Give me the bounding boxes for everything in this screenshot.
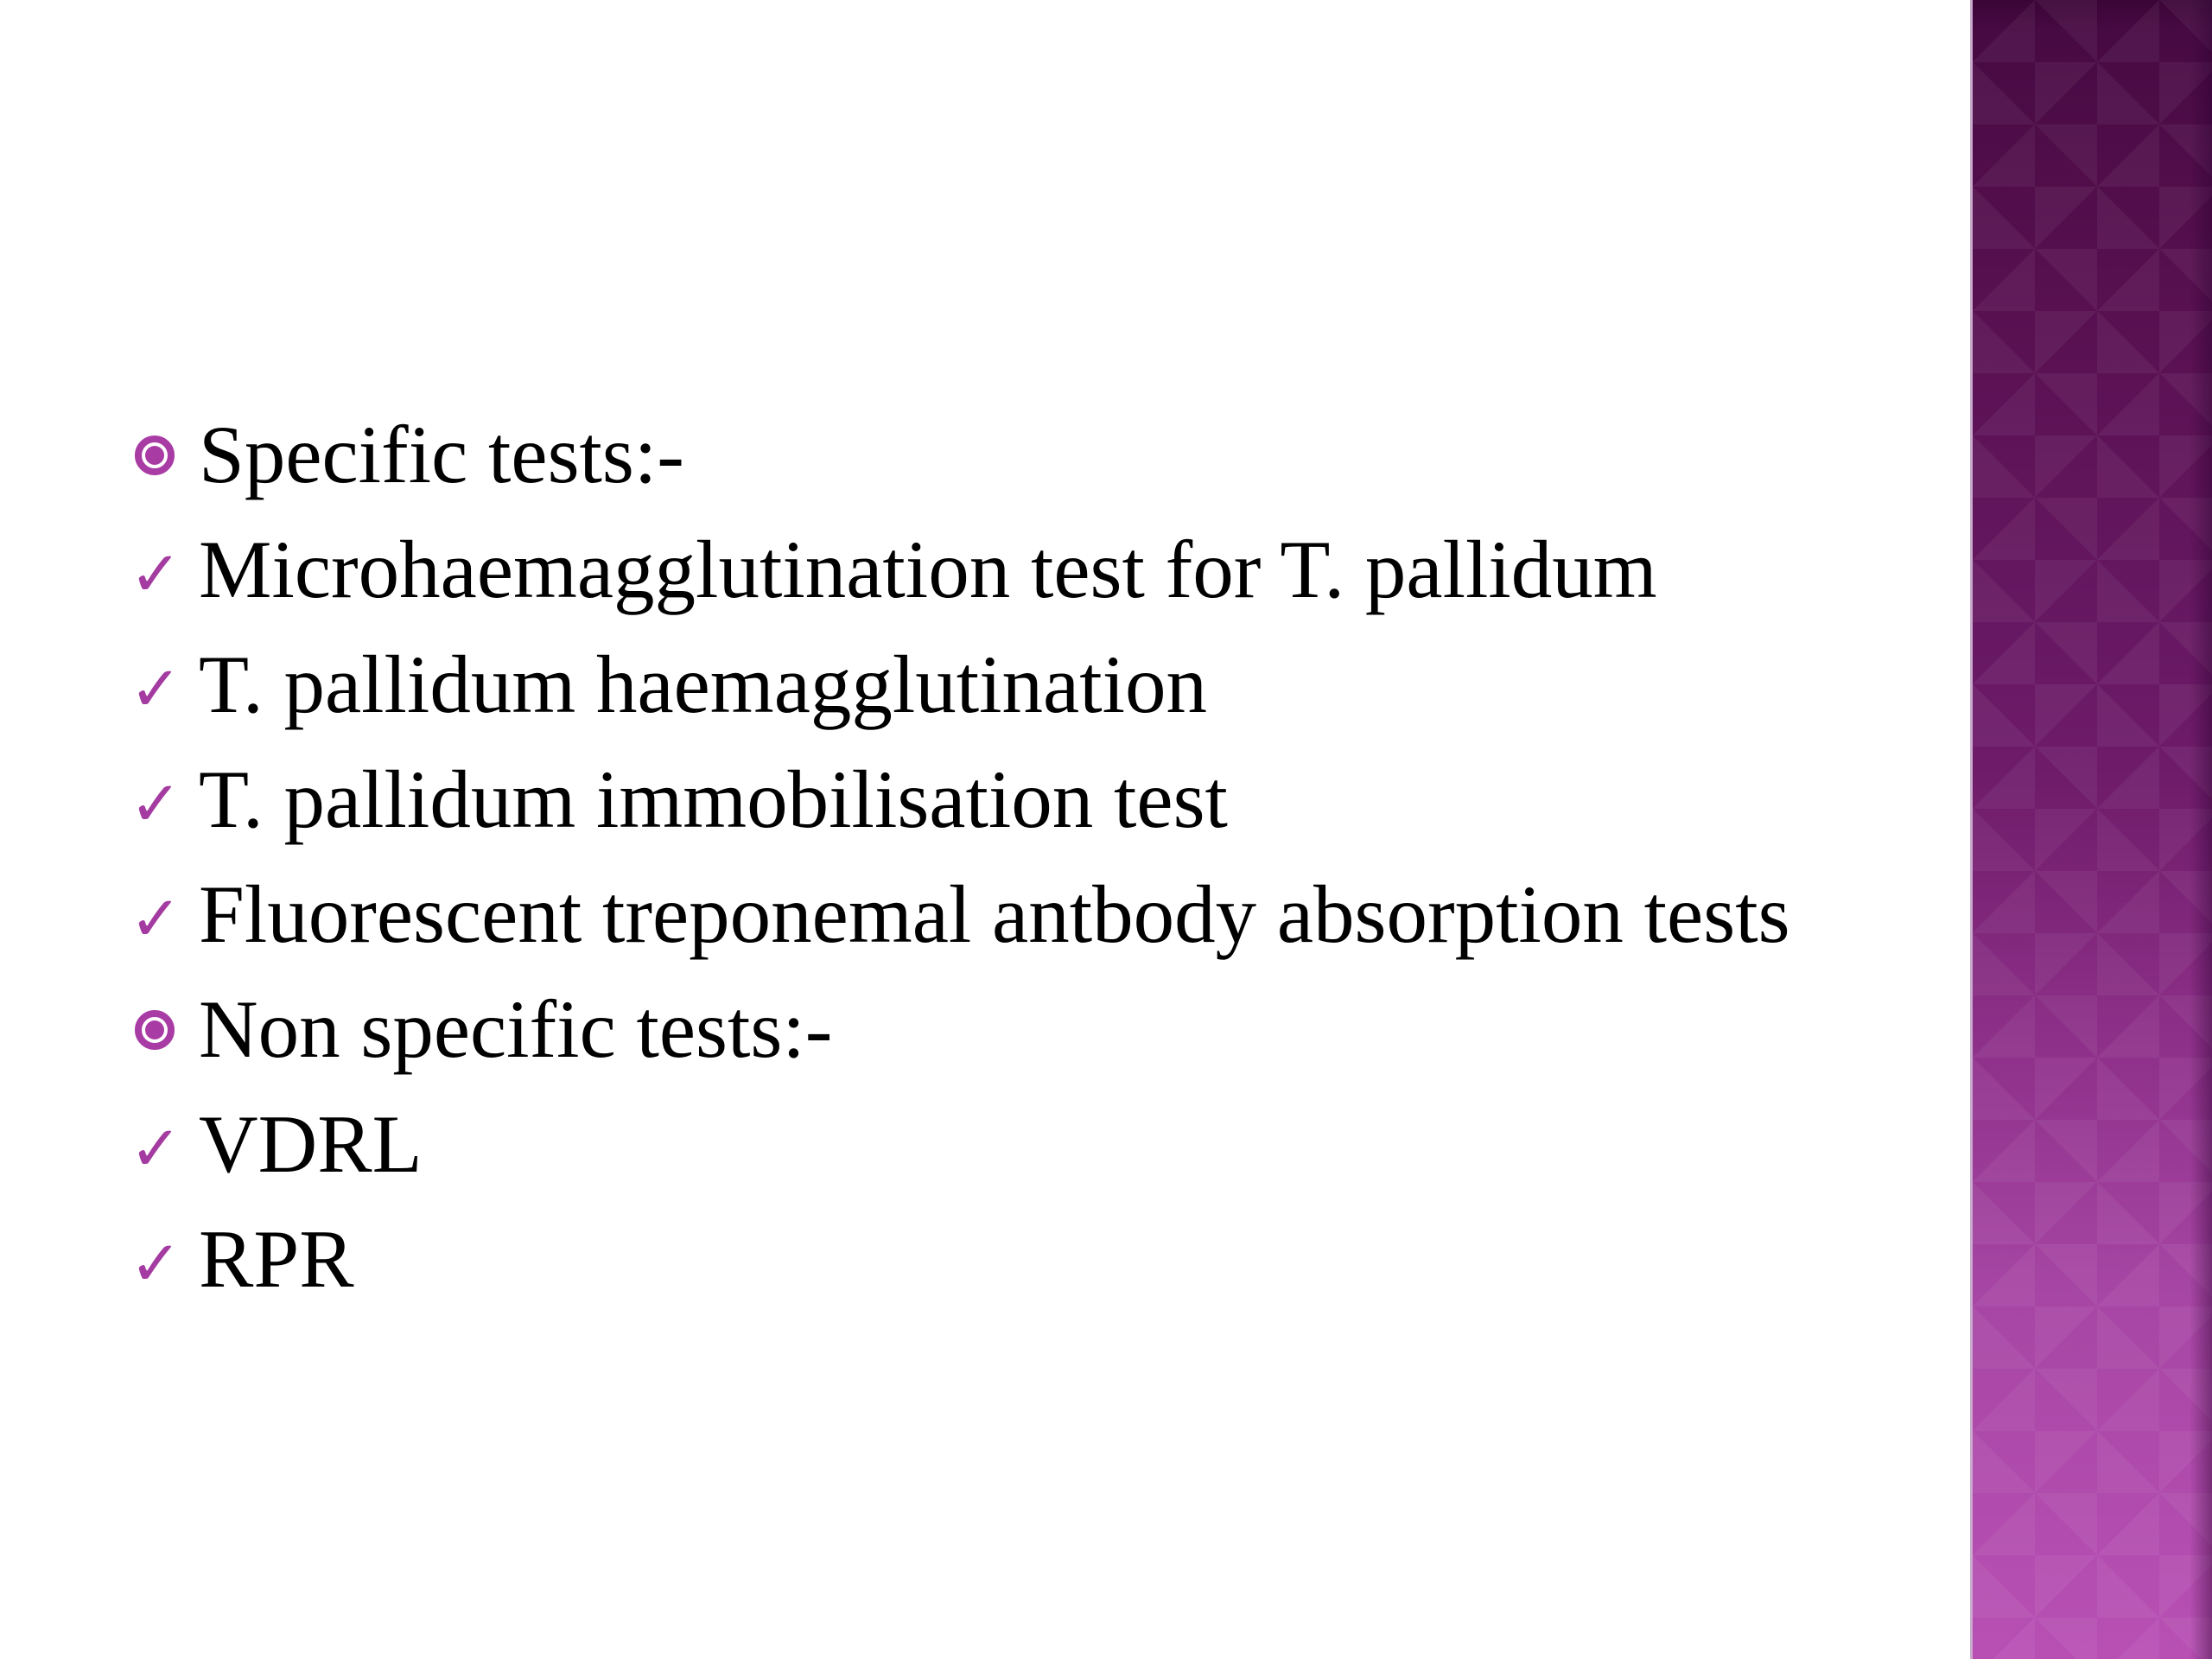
target-bullet-icon bbox=[135, 435, 175, 475]
check-icon: ✓ bbox=[130, 881, 182, 955]
check-icon: ✓ bbox=[130, 766, 182, 840]
marker-box bbox=[130, 766, 199, 840]
target-bullet-icon bbox=[135, 1010, 175, 1050]
list-item-text: T. pallidum haemagglutination bbox=[199, 639, 1207, 730]
list-item-text: T. pallidum immobilisation test bbox=[199, 753, 1228, 845]
list-item bbox=[130, 857, 1901, 972]
marker-box bbox=[130, 881, 199, 955]
marker-box bbox=[130, 1111, 199, 1185]
list-item-text: RPR bbox=[199, 1213, 354, 1305]
marker-box bbox=[130, 652, 199, 725]
list-item-text: Non specific tests:- bbox=[199, 983, 833, 1075]
check-icon: ✓ bbox=[130, 1111, 182, 1185]
list-item bbox=[130, 1202, 1901, 1317]
list-item-text: Specific tests:- bbox=[199, 409, 684, 500]
check-icon: ✓ bbox=[130, 537, 182, 610]
list-item bbox=[130, 512, 1901, 627]
decorative-sidebar bbox=[1970, 0, 2212, 1659]
list-item bbox=[130, 1087, 1901, 1202]
bullet-list bbox=[130, 397, 1901, 1317]
list-item bbox=[130, 627, 1901, 742]
check-icon: ✓ bbox=[130, 652, 182, 725]
list-item bbox=[130, 742, 1901, 857]
list-item bbox=[130, 972, 1901, 1087]
marker-box bbox=[130, 537, 199, 610]
marker-box bbox=[130, 1226, 199, 1300]
sidebar-right-shadow bbox=[2190, 0, 2212, 1659]
marker-box bbox=[130, 1010, 199, 1050]
diamond-pattern-overlay bbox=[1973, 0, 2212, 1659]
check-icon: ✓ bbox=[130, 1226, 182, 1300]
list-item-text: VDRL bbox=[199, 1098, 423, 1190]
marker-box bbox=[130, 435, 199, 475]
list-item-text: Microhaemagglutination test for T. pallidum bbox=[199, 524, 1657, 615]
list-item-text: Fluorescent treponemal antbody absorption tests bbox=[199, 868, 1790, 960]
list-item bbox=[130, 397, 1901, 512]
